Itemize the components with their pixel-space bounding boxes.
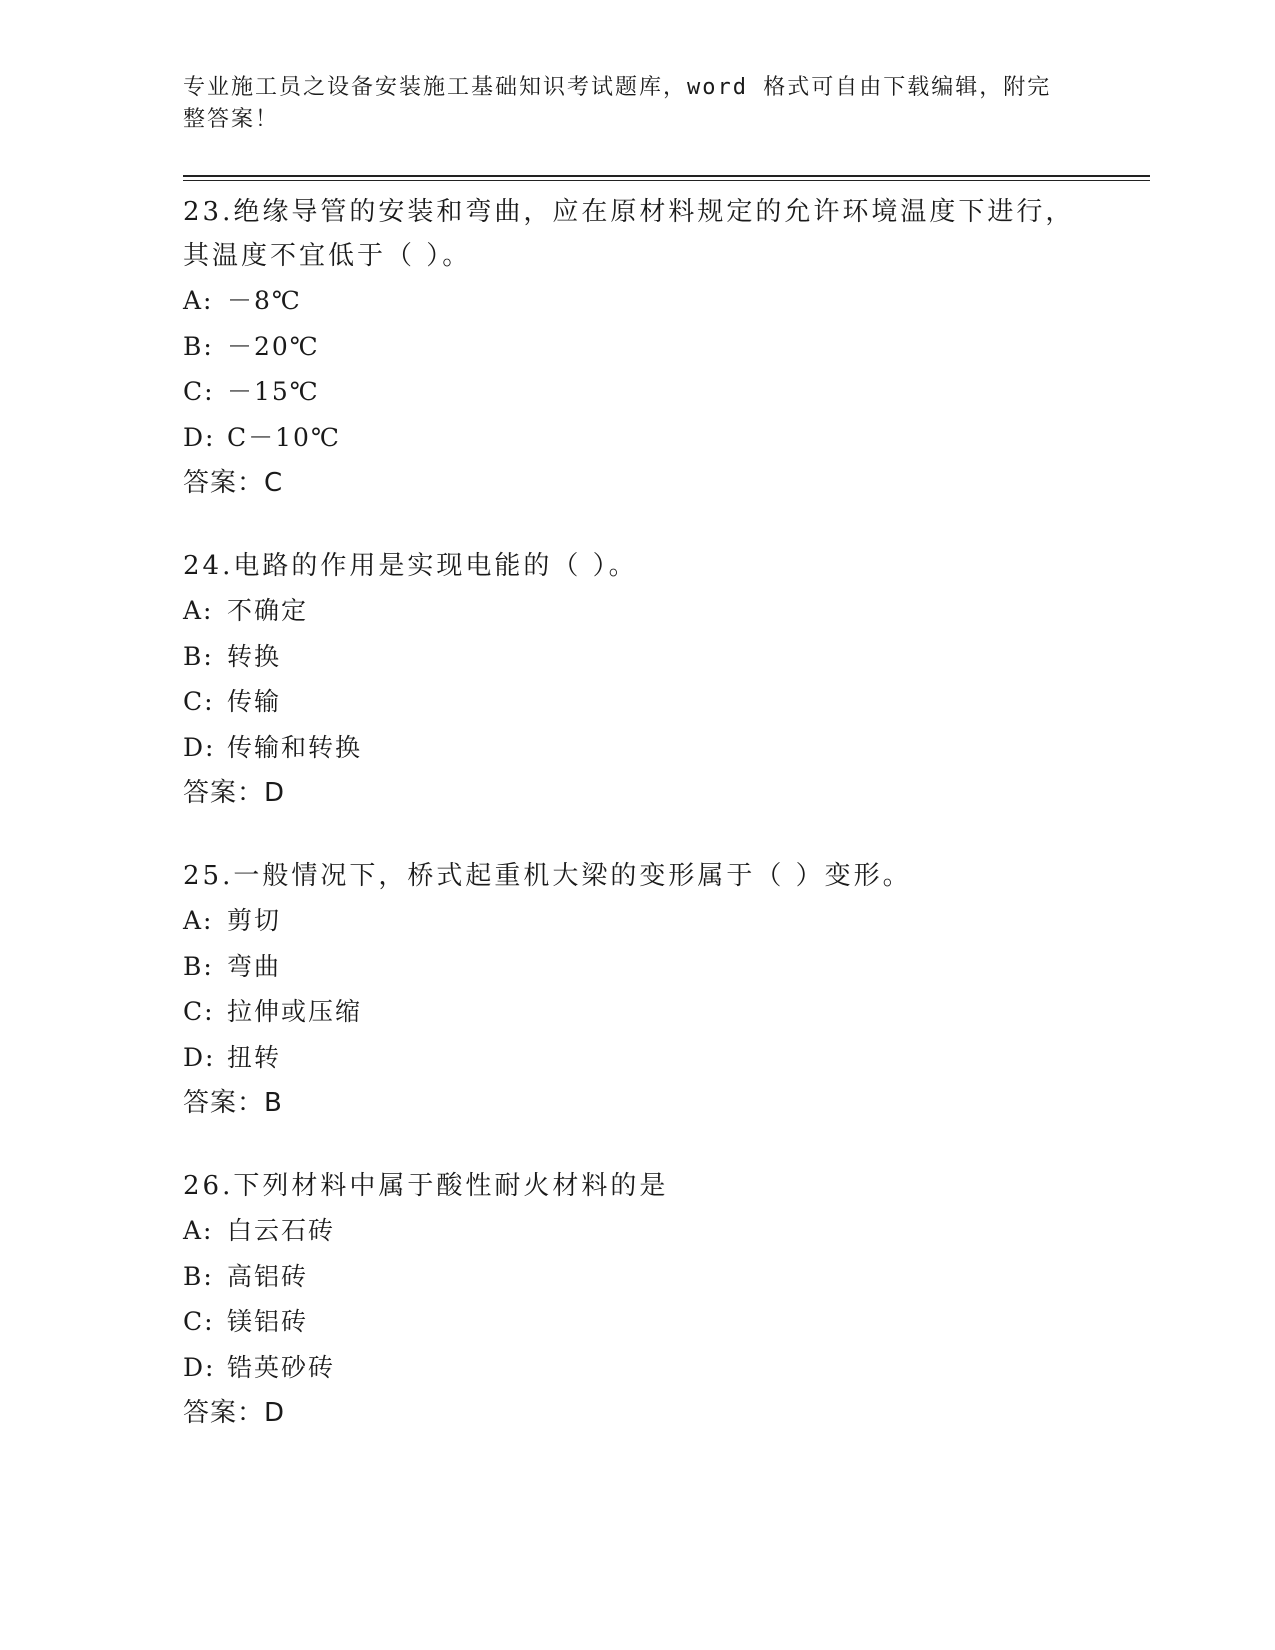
option-key: D: xyxy=(183,422,216,452)
option-text: －20℃ xyxy=(227,331,320,361)
option-key: D: xyxy=(183,1042,216,1072)
question-stem-continued: 其温度不宜低于（ ）。 xyxy=(183,241,472,271)
option-a xyxy=(183,898,1083,944)
option-text: 剪切 xyxy=(227,906,282,935)
question-stem: 24.电路的作用是实现电能的（ ）。 xyxy=(183,551,638,581)
option-key: D: xyxy=(183,732,216,762)
option-d xyxy=(183,725,1083,771)
header-divider-thick xyxy=(183,175,1150,177)
option-a xyxy=(183,278,1083,324)
option-text: －15℃ xyxy=(227,377,320,406)
option-b xyxy=(183,324,1083,370)
option-text: C－10℃ xyxy=(227,422,341,452)
option-key: B: xyxy=(183,951,214,981)
option-a xyxy=(183,1208,1083,1254)
question-25 xyxy=(183,854,1083,1126)
answer-label: 答案：B xyxy=(183,1088,283,1118)
option-b xyxy=(183,634,1083,680)
option-key: A: xyxy=(183,596,214,625)
option-d xyxy=(183,1035,1083,1081)
option-key: B: xyxy=(183,641,214,671)
option-key: C: xyxy=(183,997,215,1026)
option-key: C: xyxy=(183,1307,215,1336)
answer-label: 答案：D xyxy=(183,1398,286,1428)
option-a xyxy=(183,588,1083,634)
option-key: D: xyxy=(183,1352,216,1382)
question-list xyxy=(183,190,1083,1474)
option-c xyxy=(183,989,1083,1035)
option-key: A: xyxy=(183,1216,214,1245)
option-b xyxy=(183,944,1083,990)
option-key: B: xyxy=(183,331,214,361)
option-key: B: xyxy=(183,1261,214,1291)
option-text: 传输和转换 xyxy=(227,732,363,762)
header-line-1: 专业施工员之设备安装施工基础知识考试题库，word 格式可自由下载编辑，附完 xyxy=(183,75,1052,100)
option-text: 拉伸或压缩 xyxy=(227,997,363,1026)
option-text: －8℃ xyxy=(227,286,302,315)
option-text: 扭转 xyxy=(227,1042,282,1072)
option-text: 转换 xyxy=(227,641,282,671)
option-text: 弯曲 xyxy=(227,951,282,981)
option-c xyxy=(183,679,1083,725)
option-text: 不确定 xyxy=(227,596,309,625)
page-header xyxy=(183,72,1063,136)
option-c xyxy=(183,369,1083,415)
header-divider-thin xyxy=(183,180,1150,181)
answer-label: 答案：C xyxy=(183,468,284,498)
option-text: 高铝砖 xyxy=(227,1261,309,1291)
question-24 xyxy=(183,544,1083,816)
question-stem: 25.一般情况下，桥式起重机大梁的变形属于（ ）变形。 xyxy=(183,861,912,891)
option-d xyxy=(183,1345,1083,1391)
answer-label: 答案：D xyxy=(183,778,286,808)
question-stem: 26.下列材料中属于酸性耐火材料的是 xyxy=(183,1171,669,1201)
option-key: A: xyxy=(183,286,214,315)
option-text: 锆英砂砖 xyxy=(227,1352,336,1382)
option-key: C: xyxy=(183,687,215,716)
option-c xyxy=(183,1299,1083,1345)
option-b xyxy=(183,1254,1083,1300)
option-text: 白云石砖 xyxy=(227,1216,336,1245)
option-text: 镁铝砖 xyxy=(227,1307,309,1336)
option-text: 传输 xyxy=(227,687,282,716)
option-key: C: xyxy=(183,377,215,406)
option-d xyxy=(183,415,1083,461)
option-key: A: xyxy=(183,906,214,935)
header-line-2: 整答案！ xyxy=(183,107,280,132)
question-23 xyxy=(183,190,1083,506)
question-26 xyxy=(183,1164,1083,1436)
question-stem: 23.绝缘导管的安装和弯曲，应在原材料规定的允许环境温度下进行， xyxy=(183,197,1075,227)
